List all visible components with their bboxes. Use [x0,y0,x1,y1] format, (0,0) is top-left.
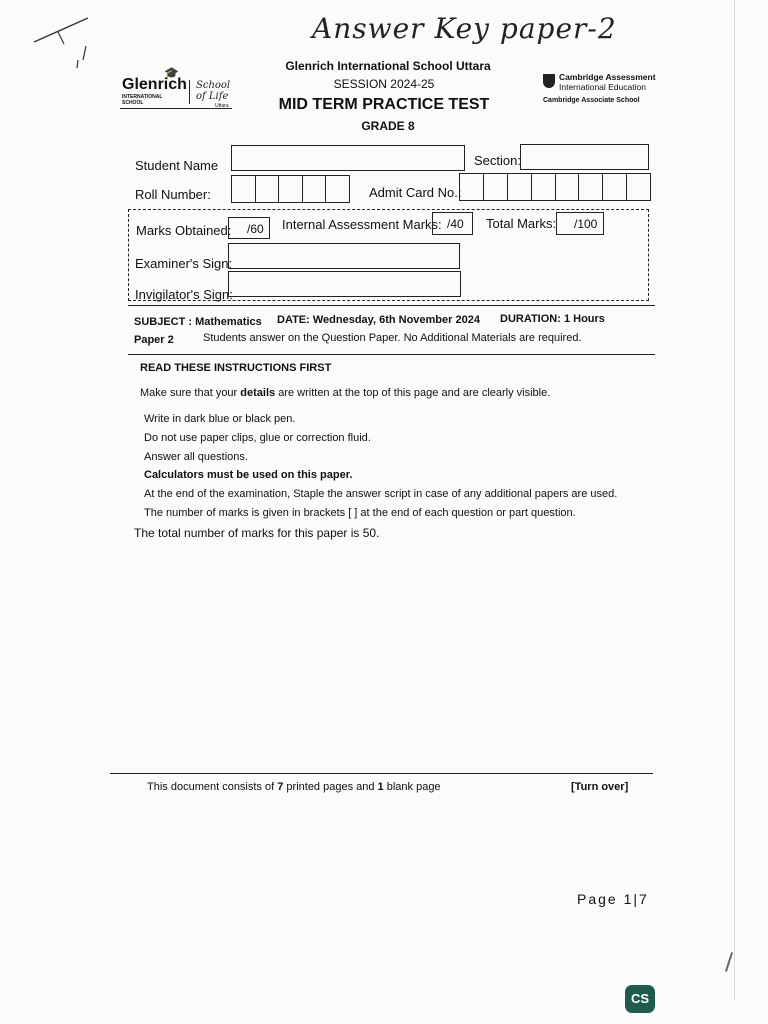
roll-number-label: Roll Number: [135,187,211,202]
section-field[interactable] [520,144,649,170]
pages-post: blank page [383,781,441,793]
instruction-item: The number of marks is given in brackets [ ] at the end of each question or part question. [144,507,576,519]
marks-obtained-value: /60 [247,222,264,236]
school-name: Glenrich International School Uttara [285,59,491,73]
motto-line1: School [196,80,231,91]
instruction-item: Answer all questions. [144,451,248,463]
scanner-badge [625,985,655,1013]
page-number: Page 1|7 [577,891,649,907]
cambridge-shield-icon [543,74,555,88]
examiner-sign-label: Examiner's Sign: [135,256,233,271]
motto-line2: of Life [196,91,229,102]
examiner-sign-field[interactable] [228,243,460,269]
admit-card-label: Admit Card No.: [369,185,462,200]
pen-mark [725,952,733,972]
pages-note [147,781,441,793]
internal-assessment-field[interactable] [432,212,473,235]
cambridge-logo [543,72,663,108]
scanner-badge-label: CS [630,991,650,1006]
invigilator-sign-label: Invigilator's Sign: [135,287,233,302]
pages-pre: This document consists of [147,781,278,793]
turn-over: [Turn over] [571,781,629,793]
graduation-cap-icon: 🎓 [164,66,179,80]
instruction-item: Calculators must be used on this paper. [144,469,353,481]
cambridge-line2: International Education [559,82,646,92]
total-marks-note: The total number of marks for this paper is 50. [134,526,380,540]
cambridge-assoc: Cambridge Associate School [543,97,640,104]
student-name-label: Student Name [135,158,219,173]
divider-top [128,305,655,306]
total-marks-label: Total Marks: [486,216,557,231]
invigilator-sign-field[interactable] [228,271,461,297]
total-marks-field[interactable] [556,212,604,235]
pages-mid: printed pages and [283,781,378,793]
marks-obtained-field[interactable] [228,217,270,239]
session: SESSION 2024-25 [333,77,435,91]
handwritten-title: Answer Key paper-2 [312,12,617,45]
logo-word: Glenrich [122,76,187,93]
divider-footer [110,773,653,774]
details-pre: Make sure that your [140,387,241,399]
paper-note: Students answer on the Question Paper. No Additional Materials are required. [203,332,582,344]
cambridge-line1: Cambridge Assessment [559,72,656,82]
details-post: are written at the top of this page and are clearly visible. [275,387,551,399]
instructions-heading: READ THESE INSTRUCTIONS FIRST [140,362,332,374]
internal-assessment-value: /40 [447,217,464,231]
student-name-field[interactable] [231,145,465,171]
internal-assessment-label: Internal Assessment Marks: [282,217,442,232]
test-title: MID TERM PRACTICE TEST [278,96,490,113]
instruction-item: Write in dark blue or black pen. [144,413,296,425]
divider-instructions [128,354,655,355]
details-instruction [140,387,550,399]
instruction-item: At the end of the examination, Staple the answer script in case of any additional papers are used. [144,488,618,500]
logo-sub: INTERNATIONAL SCHOOL [122,94,163,106]
pages-num: 7 [277,781,284,793]
motto-place: Uttara [215,103,229,109]
paper-number: Paper 2 [134,334,174,346]
duration: DURATION: 1 Hours [500,313,605,325]
subject: SUBJECT : Mathematics [134,316,262,328]
admit-card-field[interactable] [459,173,651,201]
roll-number-field[interactable] [231,175,350,203]
marks-obtained-label: Marks Obtained: [136,223,232,238]
exam-date: DATE: Wednesday, 6th November 2024 [277,314,480,326]
page-edge-line [734,0,735,1000]
blank-num: 1 [377,781,384,793]
instruction-item: Do not use paper clips, glue or correction fluid. [144,432,371,444]
section-label: Section: [474,153,521,168]
grade: GRADE 8 [361,119,415,133]
details-bold: details [240,387,276,399]
total-marks-value: /100 [574,217,598,231]
